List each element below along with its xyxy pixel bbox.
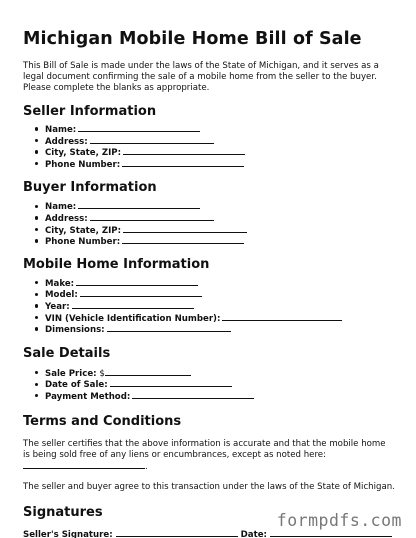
buyer-fields [42,201,395,247]
signatures-heading: Signatures [23,504,103,520]
buyer-city-item [42,225,395,237]
buyer-name-label: Name: [45,202,77,213]
seller-address-item [42,136,395,148]
terms-paragraph-1 [23,439,395,473]
buyer-city-label: City, State, ZIP: [45,225,122,236]
home-make-blank[interactable] [76,278,198,286]
home-vin-label: VIN (Vehicle Identification Number): [45,313,221,324]
home-dimensions-item [42,324,395,336]
home-model-label: Model: [45,290,78,301]
sale-fields [42,368,395,403]
watermark-text: formpdfs.com [276,511,402,530]
sale-payment-item [42,391,395,403]
terms-paragraph-2: The seller and buyer agree to this transaction under the laws of the State of Michigan. [23,481,395,492]
buyer-name-item [42,201,395,213]
seller-city-item [42,147,395,159]
seller-city-blank[interactable] [123,147,245,155]
home-dimensions-blank[interactable] [107,324,231,332]
seller-signature-label: Seller's Signature: [23,529,113,538]
sale-payment-label: Payment Method: [45,391,131,402]
home-model-blank[interactable] [80,289,202,297]
home-year-item [42,301,395,313]
seller-signature-blank[interactable] [116,529,238,537]
terms-paragraph-1-text: The seller certifies that the above information is accurate and that the mobile home is being sold free of any liens or encumbrances, except as noted here: [23,438,386,460]
sale-payment-blank[interactable] [132,391,254,399]
buyer-heading: Buyer Information [23,180,157,196]
seller-name-blank[interactable] [78,124,200,132]
home-year-blank[interactable] [72,301,194,309]
buyer-address-label: Address: [45,213,88,224]
sale-date-blank[interactable] [110,379,232,387]
date-label: Date: [240,529,267,538]
seller-heading: Seller Information [23,104,157,119]
home-dimensions-label: Dimensions: [45,325,105,336]
home-fields [42,278,395,336]
buyer-phone-label: Phone Number: [45,237,121,248]
buyer-phone-blank[interactable] [122,236,244,244]
document-page [23,28,395,538]
seller-phone-blank[interactable] [122,159,244,167]
home-vin-blank[interactable] [222,313,342,321]
buyer-city-blank[interactable] [123,225,247,233]
seller-phone-label: Phone Number: [45,159,121,170]
home-make-item [42,278,395,290]
seller-name-label: Name: [45,125,77,135]
terms-heading: Terms and Conditions [23,413,182,429]
home-heading: Mobile Home Information [23,256,210,272]
terms-exceptions-blank[interactable] [23,461,145,469]
terms-paragraph-1-end: . [145,461,148,472]
seller-address-blank[interactable] [90,136,214,144]
sale-heading: Sale Details [23,345,111,361]
seller-city-label: City, State, ZIP: [45,148,122,159]
home-year-label: Year: [45,301,70,312]
sale-date-item [42,379,395,391]
sale-date-label: Date of Sale: [45,380,108,391]
buyer-address-blank[interactable] [90,213,214,221]
buyer-address-item [42,213,395,225]
seller-fields [42,124,395,170]
seller-name-item [42,124,395,136]
sale-price-item [42,368,395,380]
sale-price-prefix: $ [99,368,105,379]
sale-price-label: Sale Price: [45,368,97,379]
intro-paragraph: This Bill of Sale is made under the laws of the State of Michigan, and it serves as a legal document confirming the sale of a mobile home from the seller to the buyer. Please complete the blanks as appropriate. [23,61,379,93]
buyer-phone-item [42,236,395,248]
sale-price-blank[interactable] [105,368,191,376]
buyer-name-blank[interactable] [78,201,200,209]
home-model-item [42,289,395,301]
document-title: Michigan Mobile Home Bill of Sale [23,29,362,49]
home-vin-item [42,313,395,325]
seller-address-label: Address: [45,136,88,147]
seller-phone-item [42,159,395,171]
home-make-label: Make: [45,278,75,289]
